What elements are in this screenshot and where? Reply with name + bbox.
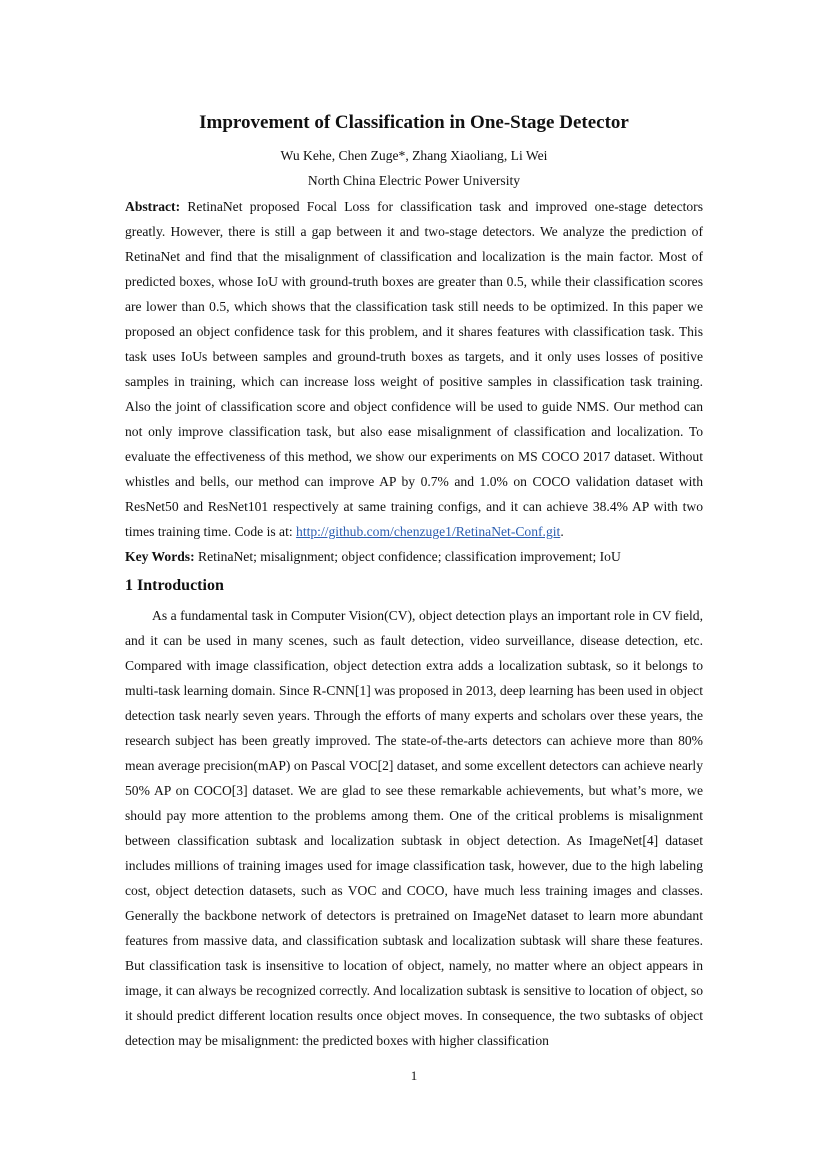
keywords (125, 544, 703, 569)
abstract (125, 194, 703, 544)
page-number: 1 (410, 1068, 418, 1083)
abstract-end: . (560, 524, 564, 539)
paper-body (125, 194, 703, 1053)
affiliation: North China Electric Power University (307, 173, 521, 188)
code-link[interactable]: http://github.com/chenzuge1/RetinaNet-Conf.git (296, 524, 561, 539)
paper-title: Improvement of Classification in One-Stage Detector (199, 112, 629, 133)
author-list: Wu Kehe, Chen Zuge*, Zhang Xiaoliang, Li Wei (280, 148, 548, 163)
section-heading-introduction: 1 Introduction (125, 577, 224, 594)
abstract-label: Abstract: (125, 199, 181, 214)
abstract-text: RetinaNet proposed Focal Loss for classification task and improved one-stage detectors greatly. However, there is still a gap between it and two-stage detectors. We analyze the prediction of RetinaNet and find that the misalignment of classification and localization is the main factor. Most of predicted boxes, whose IoU with ground-truth boxes are greater than 0.5, while their classification scores are lower than 0.5, which shows that the classification task still needs to be optimized. In this paper we proposed an object confidence task for this problem, and it shares features with classification task. This task uses IoUs between samples and ground-truth boxes as targets, and it only uses losses of positive samples in training, which can increase loss weight of positive samples in classification task training. Also the joint of classification score and object confidence will be used to guide NMS. Our method can not only improve classification task, but also ease misalignment of classification and localization. To evaluate the effectiveness of this method, we show our experiments on MS COCO 2017 dataset. Without whistles and bells, our method can improve AP by 0.7% and 1.0% on COCO validation dataset with ResNet50 and ResNet101 respectively at same training configs, and it can achieve 38.4% AP with two times training time. Code is at: (125, 199, 703, 539)
keywords-label: Key Words: (125, 549, 195, 564)
introduction-paragraph: As a fundamental task in Computer Vision(CV), object detection plays an important role in CV field, and it can be used in many scenes, such as fault detection, video surveillance, disease detection, etc. Compared with image classification, object detection extra adds a localization subtask, so it belongs to multi-task learning domain. Since R-CNN[1] was proposed in 2013, deep learning has been used in object detection task nearly seven years. Through the efforts of many experts and scholars over these years, the research subject has been greatly improved. The state-of-the-arts detectors can achieve more than 80% mean average precision(mAP) on Pascal VOC[2] dataset, and some excellent detectors can achieve nearly 50% AP on COCO[3] dataset. We are glad to see these remarkable achievements, but what’s more, we should pay more attention to the problems among them. One of the critical problems is misalignment between classification subtask and localization subtask in object detection. As ImageNet[4] dataset includes millions of training images used for image classification task, however, due to the high labeling cost, object detection datasets, such as VOC and COCO, have much less training images and classes. Generally the backbone network of detectors is pretrained on ImageNet dataset to learn more abundant features from massive data, and classification subtask and localization subtask will share these features. But classification task is insensitive to location of object, namely, no matter where an object appears in image, it can always be recognized correctly. And localization subtask is sensitive to location of object, so it should predict different location results once object moves. In consequence, the two subtasks of object detection may be misalignment: the predicted boxes with higher classification (125, 608, 703, 1048)
keywords-text: RetinaNet; misalignment; object confidence; classification improvement; IoU (194, 549, 621, 564)
